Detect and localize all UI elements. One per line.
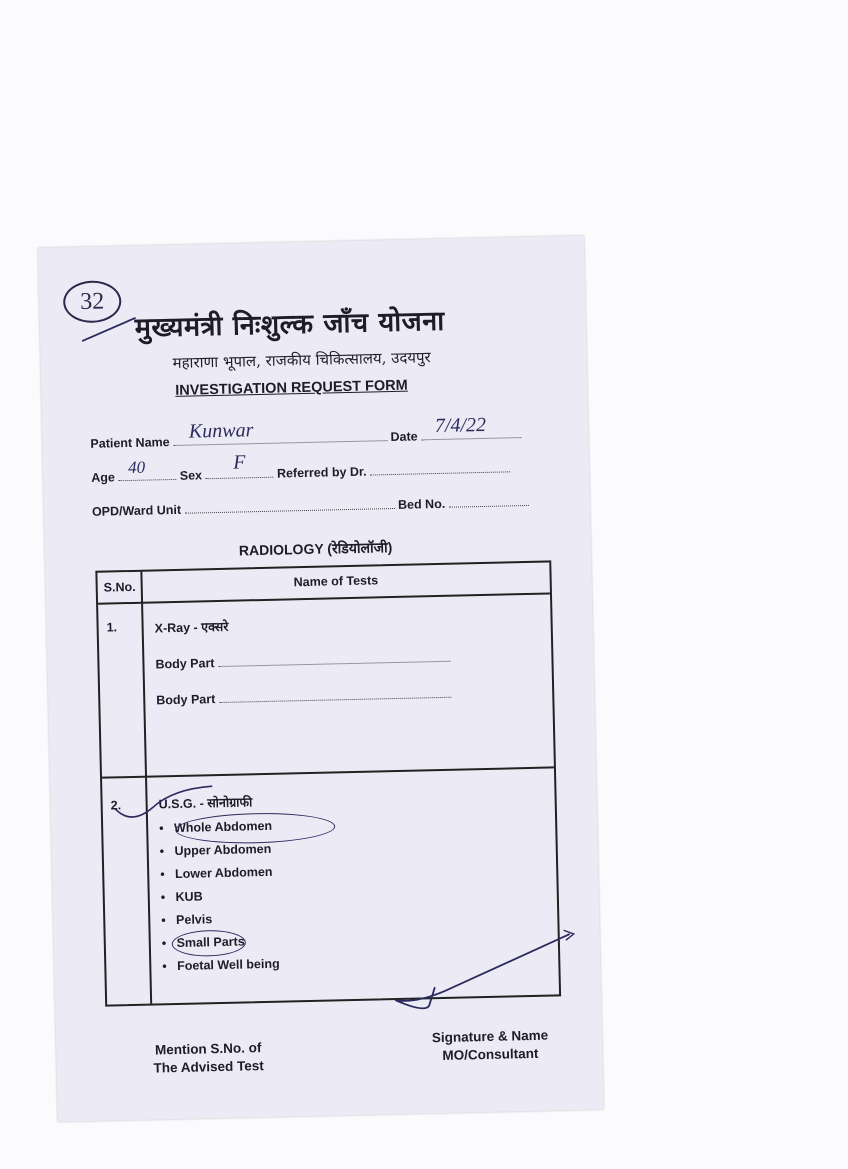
- hospital-name: महाराणा भूपाल, राजकीय चिकित्सालय, उदयपुर: [172, 348, 431, 372]
- option-small-parts: Small Parts: [176, 934, 245, 951]
- section-title: RADIOLOGY (रेडियोलॉजी): [238, 539, 393, 559]
- body-part-label: Body Part: [156, 692, 216, 708]
- option-pelvis: Pelvis: [175, 912, 213, 928]
- mention-line-2: The Advised Test: [153, 1058, 264, 1076]
- date-label: Date: [390, 429, 418, 445]
- list-item: • KUB: [160, 889, 203, 905]
- opd-ward-label: OPD/Ward Unit: [91, 502, 182, 519]
- patient-name-value: Kunwar: [188, 419, 254, 443]
- patient-name-label: Patient Name: [90, 435, 170, 451]
- list-item: • Upper Abdomen: [159, 841, 272, 859]
- option-foetal-well-being: Foetal Well being: [176, 956, 280, 974]
- age-sex-row: [91, 451, 510, 485]
- row1-body-part-2: [156, 687, 451, 708]
- opd-bed-row: [92, 495, 529, 519]
- list-item: • Foetal Well being: [162, 956, 280, 974]
- mention-sno-note: [148, 1039, 269, 1078]
- row2-test: U.S.G. - सोनोग्राफी: [158, 795, 253, 812]
- row2-sno: 2.: [110, 798, 122, 813]
- pen-stroke-icon: [112, 766, 223, 828]
- list-item: • Whole Abdomen: [159, 818, 273, 836]
- bed-no-label: Bed No.: [397, 496, 446, 512]
- list-item: • Lower Abdomen: [160, 864, 273, 882]
- request-form-sheet: [38, 236, 604, 1122]
- row1-body-part-1: [155, 651, 450, 672]
- column-header-sno: S.No.: [103, 579, 136, 595]
- mention-line-1: Mention S.No. of: [154, 1040, 262, 1058]
- signature-icon: [384, 926, 586, 1031]
- column-header-tests: Name of Tests: [293, 573, 379, 590]
- signature-line-1: Signature & Name: [431, 1027, 549, 1046]
- usg-option-list: [159, 819, 280, 983]
- signature-line-2: MO/Consultant: [442, 1045, 539, 1064]
- serial-number: 32: [79, 288, 105, 316]
- patient-name-row: [90, 413, 521, 451]
- sex-label: Sex: [179, 468, 203, 483]
- body-part-label: Body Part: [155, 656, 215, 672]
- option-upper-abdomen: Upper Abdomen: [174, 841, 272, 859]
- signature-label: [420, 1026, 561, 1065]
- option-kub: KUB: [175, 889, 203, 905]
- referred-by-label: Referred by Dr.: [276, 464, 367, 481]
- option-whole-abdomen: Whole Abdomen: [173, 818, 273, 836]
- pen-stroke-icon: [80, 314, 141, 345]
- scheme-title: मुख्यमंत्री निःशुल्क जाँच योजना: [134, 305, 446, 344]
- list-item: • Pelvis: [161, 912, 213, 928]
- sex-value: F: [232, 451, 246, 474]
- list-item: • Small Parts: [161, 934, 245, 951]
- form-title: INVESTIGATION REQUEST FORM: [175, 377, 408, 399]
- option-lower-abdomen: Lower Abdomen: [174, 864, 273, 882]
- age-value: 40: [127, 457, 146, 478]
- age-label: Age: [91, 470, 116, 485]
- date-value: 7/4/22: [434, 413, 487, 438]
- row1-test: X-Ray - एक्सरे: [154, 619, 229, 636]
- row1-sno: 1.: [106, 620, 118, 635]
